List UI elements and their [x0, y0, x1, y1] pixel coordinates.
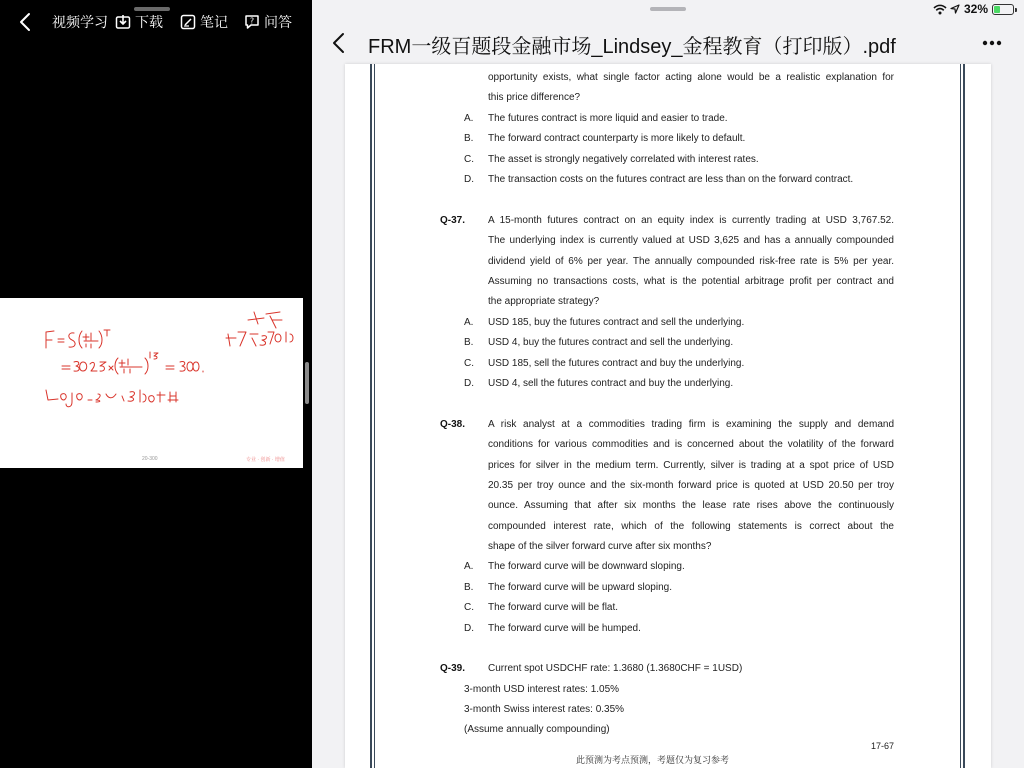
question-text-line: compounded interest rate, which of the following statements is correct about the — [488, 521, 894, 532]
page-border-right — [960, 64, 965, 768]
option-text: The forward curve will be humped. — [488, 623, 641, 634]
svg-text:?: ? — [249, 16, 255, 26]
question-text-line: Current spot USDCHF rate: 1.3680 (1.3680CHF = 1USD) — [488, 663, 743, 674]
note-edit-icon — [180, 14, 196, 30]
question-text-line: A risk analyst at a commodities trading firm is examining the supply and demand — [488, 419, 894, 430]
option-text: USD 185, buy the futures contract and sell the underlying. — [488, 317, 745, 328]
lecture-whiteboard[interactable] — [0, 298, 303, 468]
multitasking-grabber[interactable] — [650, 7, 686, 11]
video-title: 视频学习 — [52, 14, 108, 30]
video-toolbar — [0, 0, 312, 44]
question-text-line: conditions for various commodities and is concerned about the volatility of the forward — [488, 439, 894, 450]
option-text: The forward curve will be flat. — [488, 602, 619, 613]
option-text: The forward contract counterparty is more likely to default. — [488, 133, 746, 144]
option-text: The futures contract is more liquid and easier to trade. — [488, 113, 728, 124]
option-letter: A. — [464, 317, 474, 328]
status-bar — [933, 2, 1014, 16]
pdf-page[interactable] — [345, 64, 991, 768]
video-pane — [0, 0, 312, 768]
qa-button[interactable] — [244, 12, 292, 32]
option-letter: C. — [464, 602, 474, 613]
notes-button[interactable] — [180, 12, 228, 32]
question-text-line: A 15-month futures contract on an equity index is currently trading at USD 3,767.52. — [488, 215, 894, 226]
download-label: 下载 — [135, 14, 163, 30]
question-text-line: 20.35 per troy ounce and the six-month forward price is quoted at USD 20.50 per troy — [488, 480, 894, 491]
question-text-line: Assuming no transactions costs, what is the potential arbitrage profit per contract and — [488, 276, 894, 287]
option-text: USD 4, sell the futures contract and buy the underlying. — [488, 378, 734, 389]
qa-label: 问答 — [264, 14, 292, 30]
question-text-line: 3-month Swiss interest rates: 0.35% — [464, 704, 625, 715]
back-chevron-icon[interactable] — [16, 12, 36, 32]
option-text: USD 4, buy the futures contract and sell the underlying. — [488, 337, 734, 348]
question-text-line: The underlying index is currently valued at USD 3,625 and has a annually compounded — [488, 235, 894, 246]
page-number: 17-67 — [871, 741, 895, 751]
option-letter: C. — [464, 154, 474, 165]
question-text-line: dividend yield of 6% per year. The annually compounded risk-free rate is 5% per year. — [488, 256, 894, 267]
option-letter: B. — [464, 582, 474, 593]
question-bubble-icon — [244, 14, 260, 30]
option-text: The forward curve will be upward sloping. — [488, 582, 672, 593]
option-letter: B. — [464, 133, 474, 144]
battery-percentage: 32% — [963, 2, 988, 16]
whiteboard-brand: 专业 · 创新 · 增值 — [246, 457, 285, 463]
option-letter: B. — [464, 337, 474, 348]
question-text-line: shape of the silver forward curve after six months? — [488, 541, 712, 552]
notes-label: 笔记 — [200, 14, 228, 30]
document-title: FRM一级百题段金融市场_Lindsey_金程教育（打印版）.pdf — [368, 36, 896, 58]
wifi-icon — [933, 4, 947, 15]
option-text: USD 185, sell the futures contract and buy the underlying. — [488, 358, 745, 369]
question-number: Q-37. — [440, 215, 466, 226]
option-text: The asset is strongly negatively correlated with interest rates. — [488, 154, 759, 165]
question-text-line: opportunity exists, what single factor acting alone would be a realistic explanation for — [488, 72, 894, 83]
question-number: Q-39. — [440, 663, 466, 674]
option-letter: A. — [464, 561, 474, 572]
battery-icon — [992, 4, 1014, 15]
question-text-line: prices for silver in the medium term. Currently, silver is trading at a spot price of USD — [488, 460, 894, 471]
option-letter: C. — [464, 358, 474, 369]
download-button[interactable] — [115, 12, 163, 32]
document-nav-bar — [312, 22, 1024, 64]
page-footer-note: 此预测为考点预测，考题仅为复习参考 — [576, 755, 730, 765]
more-options-icon[interactable] — [982, 40, 1002, 46]
option-letter: A. — [464, 113, 474, 124]
whiteboard-page-number: 20-300 — [142, 456, 158, 462]
option-letter: D. — [464, 623, 474, 634]
pdf-reader-pane — [312, 0, 1024, 768]
option-letter: D. — [464, 378, 474, 389]
question-text-line: (Assume annually compounding) — [464, 724, 610, 735]
location-arrow-icon — [950, 4, 960, 14]
question-text-line: 3-month USD interest rates: 1.05% — [464, 684, 620, 695]
back-chevron-icon[interactable] — [330, 32, 348, 54]
question-text-line: this price difference? — [488, 92, 581, 103]
option-text: The forward curve will be downward sloping. — [488, 561, 685, 572]
question-text-line: the appropriate strategy? — [488, 296, 600, 307]
option-text: The transaction costs on the futures contract are less than on the forward contract. — [488, 174, 854, 185]
page-border-left — [370, 64, 375, 768]
option-letter: D. — [464, 174, 474, 185]
split-view-divider[interactable] — [305, 362, 309, 404]
question-number: Q-38. — [440, 419, 466, 430]
handwritten-notes-drawing — [0, 298, 303, 468]
download-icon — [115, 14, 131, 30]
question-text-line: ounce. Assuming that after six months the lease rate rises above the continuously — [488, 500, 894, 511]
